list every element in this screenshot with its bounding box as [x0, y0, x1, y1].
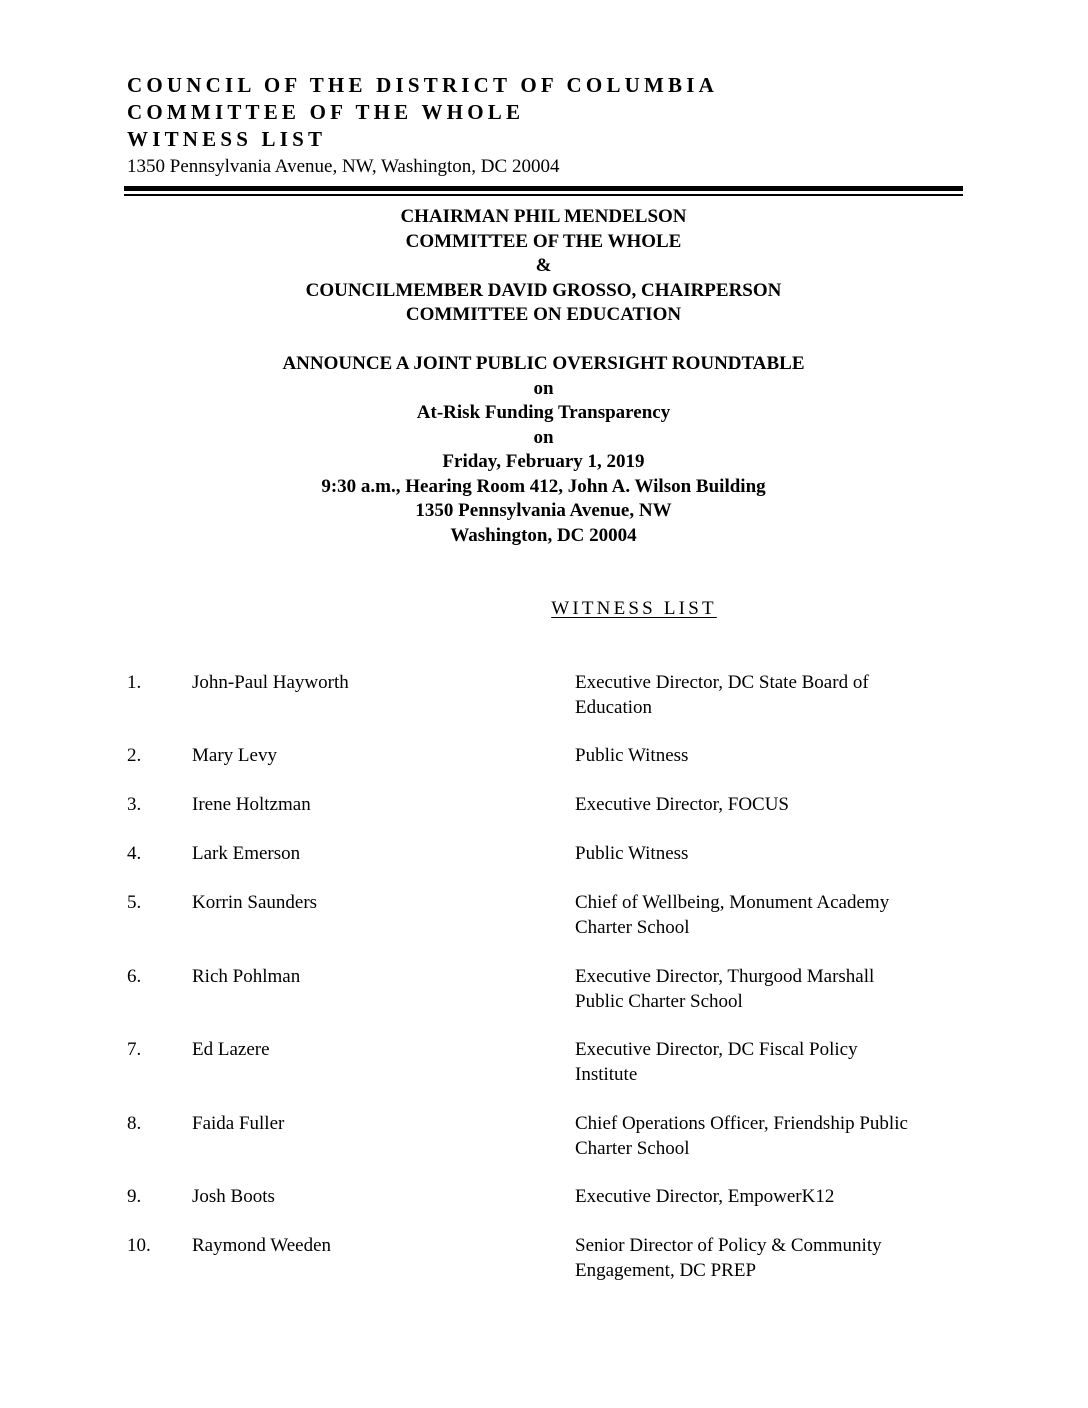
witness-row: [127, 965, 967, 1014]
witness-number: 2.: [127, 745, 142, 766]
witness-affiliation-line: Institute: [575, 1063, 638, 1085]
witness-name: Korrin Saunders: [192, 892, 318, 913]
witness-row: [127, 744, 967, 769]
witness-name: Irene Holtzman: [192, 794, 311, 815]
witness-list-heading: [124, 598, 1088, 620]
witness-name: Mary Levy: [192, 745, 277, 766]
announcement-line: on: [533, 426, 554, 448]
header-rule-thin: [124, 194, 963, 196]
witness-affiliation: [575, 965, 965, 1014]
header-rule-thick: [124, 186, 963, 191]
witness-affiliation: [575, 793, 965, 818]
witness-number: 6.: [127, 966, 142, 987]
witness-row: [127, 793, 967, 818]
witness-affiliation-line: Public Witness: [575, 843, 689, 864]
witness-row: [127, 891, 967, 940]
witness-affiliation-line: Executive Director, DC Fiscal Policy: [575, 1039, 858, 1060]
witness-affiliation: [575, 842, 965, 867]
witness-affiliation: [575, 891, 965, 940]
announcement-block: [124, 352, 963, 548]
witness-row: [127, 1112, 967, 1161]
witness-name: Raymond Weeden: [192, 1235, 332, 1256]
witness-affiliation-line: Charter School: [575, 916, 690, 938]
committee-name: COMMITTEE OF THE WHOLE: [127, 100, 525, 124]
witness-affiliation-line: Executive Director, Thurgood Marshall: [575, 966, 875, 987]
witness-row: [127, 842, 967, 867]
witness-affiliation-line: Executive Director, EmpowerK12: [575, 1186, 835, 1207]
sponsor-line: COMMITTEE ON EDUCATION: [405, 304, 682, 325]
witness-number: 5.: [127, 892, 142, 913]
witness-affiliation: [575, 1185, 965, 1210]
witness-affiliation: [575, 1038, 965, 1087]
witness-name: Rich Pohlman: [192, 966, 301, 987]
witness-number: 1.: [127, 672, 142, 693]
announcement-location: 9:30 a.m., Hearing Room 412, John A. Wilson Building: [321, 475, 766, 497]
witness-row: [127, 671, 967, 720]
sponsors-block: [124, 205, 963, 328]
witness-affiliation-line: Education: [575, 696, 653, 718]
witness-affiliation: [575, 1234, 965, 1283]
sponsor-line: COUNCILMEMBER DAVID GROSSO, CHAIRPERSON: [305, 279, 782, 301]
announcement-line: on: [533, 377, 554, 399]
witness-number: 9.: [127, 1186, 142, 1207]
document-type: WITNESS LIST: [127, 127, 327, 151]
witness-name: Josh Boots: [192, 1186, 275, 1207]
witness-affiliation-line: Charter School: [575, 1137, 690, 1159]
witness-name: Lark Emerson: [192, 843, 301, 864]
witness-affiliation-line: Executive Director, DC State Board of: [575, 672, 869, 693]
witness-name: John-Paul Hayworth: [192, 672, 349, 693]
sponsor-line: COMMITTEE OF THE WHOLE: [405, 230, 682, 252]
council-name: COUNCIL OF THE DISTRICT OF COLUMBIA: [127, 73, 718, 97]
sponsor-line: &: [535, 255, 552, 276]
announcement-address: 1350 Pennsylvania Avenue, NW: [415, 500, 672, 521]
witness-name: Faida Fuller: [192, 1113, 285, 1134]
announcement-city: Washington, DC 20004: [450, 524, 637, 546]
witness-number: 3.: [127, 794, 142, 815]
witness-affiliation-line: Executive Director, FOCUS: [575, 794, 790, 815]
witness-affiliation: [575, 744, 965, 769]
witness-affiliation-line: Engagement, DC PREP: [575, 1259, 757, 1281]
letterhead-address: 1350 Pennsylvania Avenue, NW, Washington, DC 20004: [127, 156, 560, 177]
witness-affiliation-line: Senior Director of Policy & Community: [575, 1235, 882, 1256]
witness-name: Ed Lazere: [192, 1039, 270, 1060]
witness-affiliation-line: Chief of Wellbeing, Monument Academy: [575, 892, 890, 913]
witness-list-heading-text: WITNESS LIST: [551, 598, 717, 619]
letterhead: [127, 72, 718, 179]
sponsor-line: CHAIRMAN PHIL MENDELSON: [400, 206, 687, 227]
witness-row: [127, 1234, 967, 1283]
witness-affiliation: [575, 671, 965, 720]
witness-number: 10.: [127, 1235, 151, 1256]
witness-affiliation-line: Chief Operations Officer, Friendship Public: [575, 1113, 908, 1134]
witness-affiliation-line: Public Witness: [575, 745, 689, 766]
announcement-subject: At-Risk Funding Transparency: [416, 402, 671, 423]
witness-number: 7.: [127, 1039, 142, 1060]
announcement-date: Friday, February 1, 2019: [442, 451, 645, 472]
witness-row: [127, 1038, 967, 1087]
witness-row: [127, 1185, 967, 1210]
announcement-line: ANNOUNCE A JOINT PUBLIC OVERSIGHT ROUNDTABLE: [282, 353, 805, 374]
witness-number: 8.: [127, 1113, 142, 1134]
witness-number: 4.: [127, 843, 142, 864]
witness-affiliation: [575, 1112, 965, 1161]
witness-affiliation-line: Public Charter School: [575, 990, 743, 1012]
